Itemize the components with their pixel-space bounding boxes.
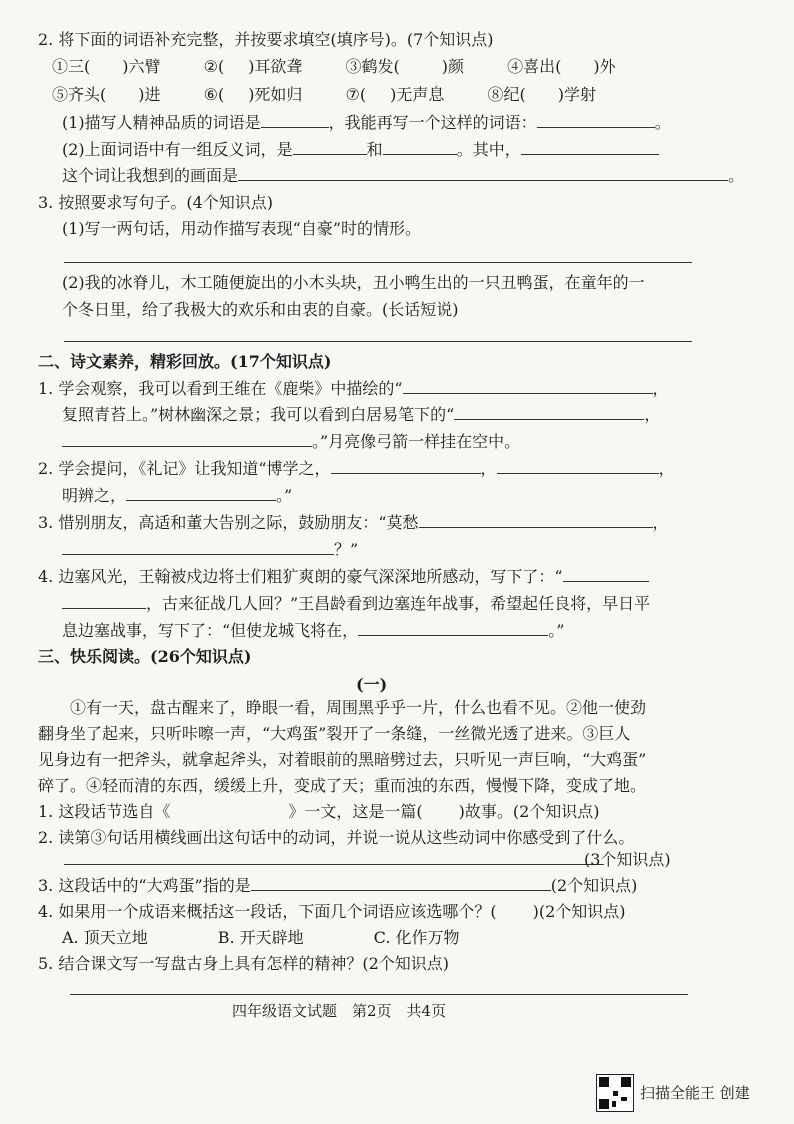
answer-line[interactable] — [64, 864, 604, 865]
idiom-7b: )无声息 — [390, 85, 445, 104]
idiom-7a: ⑦( — [345, 85, 367, 104]
s2-q4-line1 — [38, 567, 649, 587]
q2-sub2-prompt: (2)上面词语中有一组反义词，是 — [62, 140, 293, 159]
s2-q4-prompt: 4. 边塞风光，王翰被戍边将士们粗犷爽朗的豪气深深地所感动，写下了：“ — [38, 567, 563, 586]
s2-q2-prompt: 2. 学会提问，《礼记》让我知道“博学之， — [38, 459, 331, 478]
idiom-1b: )六臂 — [122, 57, 161, 76]
q3-sub2-line1: (2)我的冰脊儿，木工随便旋出的小木头块，丑小鸭生出的一只丑鸭蛋，在童年的一 — [62, 273, 645, 292]
answer-blank[interactable] — [251, 876, 551, 891]
section3-title: 三、快乐阅读。(26个知识点) — [38, 647, 252, 666]
answer-line[interactable] — [64, 262, 692, 263]
s2-q4-text: ，古来征战几人回？”王昌龄看到边塞连年战事，希望起任良将，早日平 — [146, 594, 651, 613]
s2-q3-line1 — [38, 513, 669, 533]
s2-q1-line1 — [38, 379, 669, 399]
idiom-3a: ③鹤发( — [345, 57, 400, 76]
s3-q2-points: (3个知识点) — [584, 850, 671, 869]
answer-blank[interactable] — [238, 166, 728, 181]
q3-sub2-line2: 个冬日里，给了我极大的欢乐和由衷的自豪。(长话短说) — [62, 300, 459, 319]
answer-blank[interactable] — [403, 379, 653, 394]
q2-row1 — [52, 57, 616, 77]
answer-blank[interactable] — [261, 113, 329, 128]
idiom-4b: )外 — [593, 57, 616, 76]
q2-sub2-prompt3: 这个词让我想到的画面是 — [62, 166, 239, 185]
s2-q4-prompt2: 息边塞战事，写下了：“但使龙城飞将在， — [62, 621, 359, 640]
camscanner-watermark: 扫描全能王 创建 — [640, 1084, 750, 1102]
passage-line-4: 碎了。④轻而清的东西，缓缓上升，变成了天；重而浊的东西，慢慢下降，变成了地。 — [38, 776, 647, 795]
s2-q1-comma2: ， — [644, 405, 661, 424]
s2-q3-comma: ， — [652, 513, 669, 532]
answer-blank[interactable] — [126, 486, 276, 501]
answer-blank[interactable] — [563, 567, 649, 582]
answer-blank[interactable] — [419, 513, 653, 528]
idiom-2b: )耳欲聋 — [248, 57, 303, 76]
q3-sub1: (1)写一两句话，用动作描写表现“自豪”时的情形。 — [62, 219, 422, 238]
q2-sub1-prompt2: ，我能再写一个这样的词语： — [328, 113, 537, 132]
answer-line[interactable] — [64, 341, 692, 342]
s2-q1-prompt: 1. 学会观察，我可以看到王维在《鹿柴》中描绘的“ — [38, 379, 403, 398]
s3-q5: 5. 结合课文写一写盘古身上具有怎样的精神？(2个知识点) — [38, 954, 450, 973]
answer-blank[interactable] — [62, 432, 312, 447]
idiom-4a: ④喜出( — [507, 57, 562, 76]
s2-q4-line2 — [62, 594, 650, 614]
q2-sub2-and: 和 — [366, 140, 383, 159]
s2-q3-line2 — [62, 540, 358, 560]
q2-sub2-end: 。 — [728, 166, 745, 185]
idiom-5b: )进 — [138, 85, 161, 104]
option-c[interactable]: C. 化作万物 — [373, 928, 460, 947]
answer-blank[interactable] — [537, 113, 655, 128]
passage-line-3: 见身边有一把斧头，就拿起斧头，对着眼前的黑暗劈过去，只听见一声巨响，“大鸡蛋” — [38, 750, 647, 769]
q2-sub1: (1)描写人精神品质的词语是 ，我能再写一个这样的词语： 。 — [62, 113, 671, 132]
idiom-3b: )颜 — [441, 57, 465, 76]
answer-blank[interactable] — [383, 140, 457, 155]
s3-q4-points: )(2个知识点) — [532, 902, 626, 921]
s2-q2-comma: ， — [480, 459, 497, 478]
s2-q1-line3 — [62, 432, 520, 452]
answer-blank[interactable] — [62, 594, 146, 609]
answer-blank[interactable] — [62, 540, 334, 555]
s3-q2: 2. 读第③句话用横线画出这句话中的动词，并说一说从这些动词中你感受到了什么。 — [38, 828, 635, 847]
s3-q3-prompt: 3. 这段话中的“大鸡蛋”指的是 — [38, 876, 251, 895]
passage-line-2: 翻身坐了起来，只听咔嚓一声，“大鸡蛋”裂开了一条缝，一丝微光透了进来。③巨人 — [38, 724, 631, 743]
s3-q3-points: (2个知识点) — [550, 876, 638, 895]
s3-q4-prompt: 4. 如果用一个成语来概括这一段话，下面几个词语应该选哪个？( — [38, 902, 497, 921]
s3-q1-end: )故事。(2个知识点) — [458, 802, 600, 821]
answer-blank[interactable] — [454, 405, 644, 420]
s2-q2-prompt2: 明辨之， — [62, 486, 127, 505]
s2-q3-end: ？” — [334, 540, 359, 559]
idiom-6b: )死如归 — [248, 85, 303, 104]
s2-q4-end: 。” — [548, 621, 565, 640]
answer-blank[interactable] — [497, 459, 659, 474]
s2-q2-end: 。” — [276, 486, 293, 505]
page-footer: 四年级语文试题 第2页 共4页 — [232, 1002, 447, 1020]
q3-title: 3. 按照要求写句子。(4个知识点) — [38, 193, 274, 212]
s2-q1-comma: ， — [652, 379, 669, 398]
s2-q1-end: 。”月亮像弓箭一样挂在空中。 — [312, 432, 521, 451]
s2-q2-line1: 2. 学会提问，《礼记》让我知道“博学之， ， ， — [38, 459, 675, 478]
answer-blank[interactable] — [358, 621, 548, 636]
q2-title: 2. 将下面的词语补充完整，并按要求填空(填序号)。(7个知识点) — [38, 30, 494, 49]
idiom-8a: ⑧纪( — [487, 85, 526, 104]
answer-blank[interactable] — [331, 459, 481, 474]
s2-q1-line2 — [62, 405, 660, 425]
s2-q3-prompt: 3. 惜别朋友，高适和董大告别之际，鼓励朋友：“莫愁 — [38, 513, 419, 532]
s3-q3 — [38, 876, 637, 896]
q2-row2 — [52, 85, 596, 105]
s2-q1-prompt2: 复照青苔上。”树林幽深之景；我可以看到白居易笔下的“ — [62, 405, 455, 424]
s3-q4 — [38, 902, 626, 922]
section2-title: 二、诗文素养，精彩回放。(17个知识点) — [38, 352, 332, 371]
idiom-8b: )学射 — [557, 85, 596, 104]
idiom-5a: ⑤齐头( — [52, 85, 107, 104]
idiom-6a: ⑥( — [203, 85, 225, 104]
idiom-2a: ②( — [203, 57, 225, 76]
s3-q4-options — [62, 928, 460, 948]
s2-q2-line2 — [62, 486, 292, 506]
q2-sub2-tail: 。其中， — [456, 140, 521, 159]
passage-title: (一) — [356, 675, 388, 694]
s3-q1-prompt: 1. 这段话节选自《 — [38, 802, 171, 821]
answer-blank[interactable] — [293, 140, 367, 155]
answer-blank[interactable] — [521, 140, 659, 155]
option-b[interactable]: B. 开天辟地 — [217, 928, 304, 947]
qr-code-icon — [596, 1074, 634, 1112]
s3-q1-mid: 》一文，这是一篇( — [288, 802, 423, 821]
s2-q4-line3 — [62, 621, 564, 641]
s3-q1 — [38, 802, 600, 822]
q2-sub2 — [62, 140, 659, 160]
q2-sub2-line2 — [62, 166, 744, 186]
passage-line-1: ①有一天，盘古醒来了，睁眼一看，周围黑乎乎一片，什么也看不见。②他一使劲 — [70, 698, 647, 717]
option-a[interactable]: A. 顶天立地 — [62, 928, 148, 947]
q2-sub1-prompt: (1)描写人精神品质的词语是 — [62, 113, 261, 132]
answer-line[interactable] — [70, 994, 688, 995]
idiom-1a: ①三( — [52, 57, 91, 76]
